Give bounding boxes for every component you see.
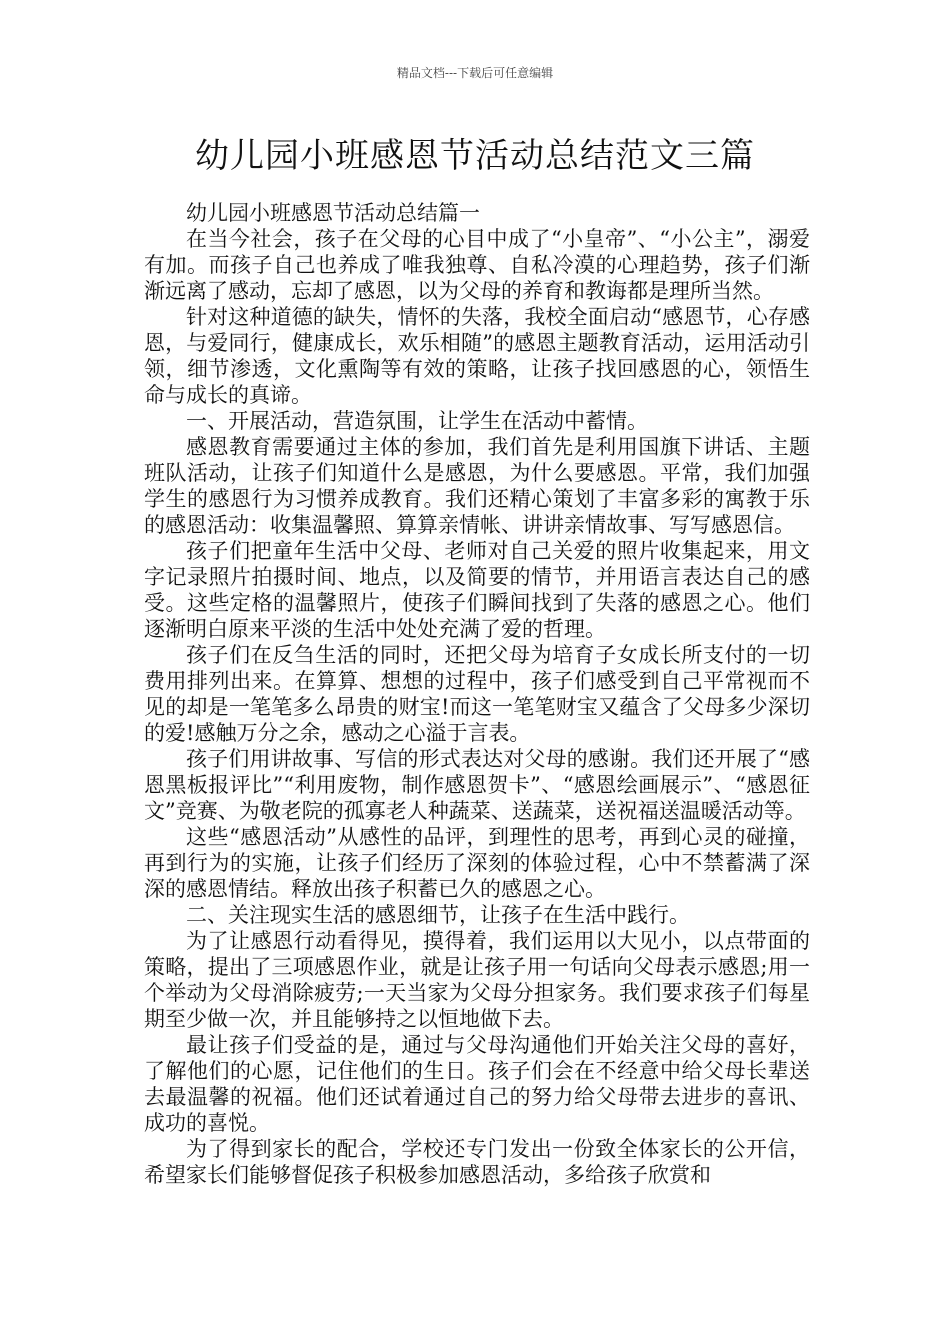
- paragraph: 这些“感恩活动”从感性的品评，到理性的思考，再到心灵的碰撞，再到行为的实施，让孩子们经历了深刻的体验过程，心中不禁蓄满了深深的感恩情结。释放出孩子积蓄已久的感恩之心。: [144, 825, 810, 901]
- paragraph: 孩子们用讲故事、写信的形式表达对父母的感谢。我们还开展了“感恩黑板报评比”“利用废物，制作感恩贺卡”、“感恩绘画展示”、“感恩征文”竞赛、为敬老院的孤寡老人种蔬菜、送蔬菜，送祝福送温暖活动等。: [144, 747, 810, 823]
- paragraph: 为了得到家长的配合，学校还专门发出一份致全体家长的公开信，希望家长们能够督促孩子积极参加感恩活动，多给孩子欣赏和: [144, 1137, 810, 1187]
- section-heading: 幼儿园小班感恩节活动总结篇一: [186, 201, 480, 225]
- document-body: [144, 200, 810, 1188]
- subsection-heading: 一、开展活动，营造氛围，让学生在活动中蓄情。: [186, 409, 648, 433]
- subsection-heading: 二、关注现实生活的感恩细节，让孩子在生活中践行。: [186, 903, 690, 927]
- paragraph: 在当今社会，孩子在父母的心目中成了“小皇帝”、“小公主”，溺爱有加。而孩子自己也养成了唯我独尊、自私冷漠的心理趋势，孩子们渐渐远离了感动，忘却了感恩，以为父母的养育和教诲都是理所当然。: [144, 227, 810, 303]
- paragraph: 孩子们在反刍生活的同时，还把父母为培育子女成长所支付的一切费用排列出来。在算算、想想的过程中，孩子们感受到自己平常视而不见的却是一笔笔多么昂贵的财宝!而这一笔笔财宝又蕴含了父母多少深切的爱!感触万分之余，感动之心溢于言表。: [144, 643, 810, 745]
- document-title: 幼儿园小班感恩节活动总结范文三篇: [195, 136, 755, 176]
- paragraph: 为了让感恩行动看得见，摸得着，我们运用以大见小，以点带面的策略，提出了三项感恩作业，就是让孩子用一句话向父母表示感恩;用一个举动为父母消除疲劳;一天当家为父母分担家务。我们要求孩子们每星期至少做一次，并且能够持之以恒地做下去。: [144, 929, 810, 1031]
- paragraph: 最让孩子们受益的是，通过与父母沟通他们开始关注父母的喜好，了解他们的心愿，记住他们的生日。孩子们会在不经意中给父母长辈送去最温馨的祝福。他们还试着通过自己的努力给父母带去进步的喜讯、成功的喜悦。: [144, 1033, 810, 1135]
- paragraph: 感恩教育需要通过主体的参加，我们首先是利用国旗下讲话、主题班队活动，让孩子们知道什么是感恩，为什么要感恩。平常，我们加强学生的感恩行为习惯养成教育。我们还精心策划了丰富多彩的寓教于乐的感恩活动：收集温馨照、算算亲情帐、讲讲亲情故事、写写感恩信。: [144, 435, 810, 537]
- page-header: 精品文档---下载后可任意编辑: [396, 66, 554, 80]
- paragraph: 孩子们把童年生活中父母、老师对自己关爱的照片收集起来，用文字记录照片拍摄时间、地点，以及简要的情节，并用语言表达自己的感受。这些定格的温馨照片，使孩子们瞬间找到了失落的感恩之心。他们逐渐明白原来平淡的生活中处处充满了爱的哲理。: [144, 539, 810, 641]
- paragraph: 针对这种道德的缺失，情怀的失落，我校全面启动“感恩节，心存感恩，与爱同行，健康成长，欢乐相随”的感恩主题教育活动，运用活动引领，细节渗透，文化熏陶等有效的策略，让孩子找回感恩的心，领悟生命与成长的真谛。: [144, 305, 810, 407]
